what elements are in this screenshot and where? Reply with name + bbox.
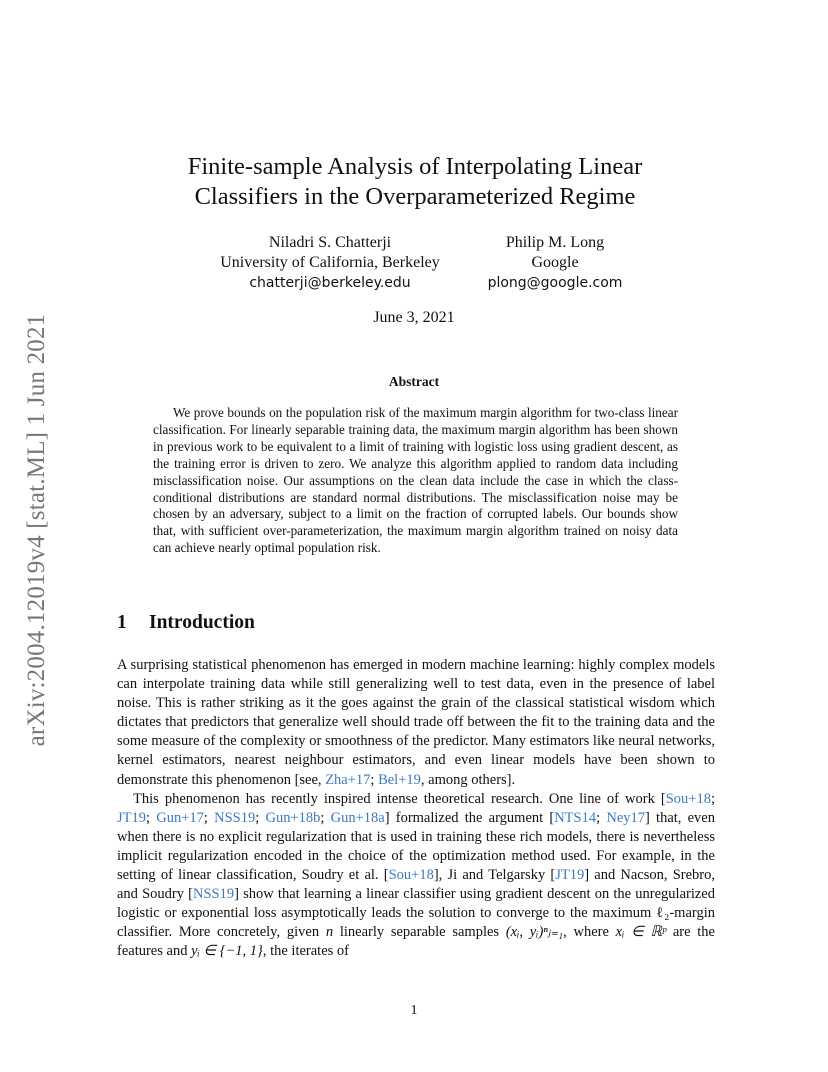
paragraph-text: ] that, even when there is no explicit regularization that is used in training these rich models, there is nevertheless implicit regularization encoded in the choice of the optimization method used. For example, in the setting of linear classification, Soudry et al. [ (117, 809, 715, 884)
citation-link[interactable]: JT19 (555, 867, 585, 884)
citation-link[interactable]: Sou+18 (665, 790, 711, 807)
math-expression: ℓ₂ (656, 905, 670, 922)
math-expression: xᵢ ∈ ℝᵖ (615, 924, 667, 941)
citation-link[interactable]: NTS14 (554, 809, 597, 826)
citation-link[interactable]: NSS19 (214, 809, 256, 826)
citation-link[interactable]: Sou+18 (388, 867, 434, 884)
paragraph-text: ] show that learning a linear classifier using gradient descent on the unregularized logistic or exponential loss asymptotically leads the solution to converge to the maximum (117, 886, 715, 922)
section-number: 1 (117, 612, 127, 633)
paragraph-text: -margin classifier. More concretely, given (117, 905, 715, 941)
author-email[interactable]: chatterji@berkeley.edu (249, 275, 411, 291)
citation-separator: ; (203, 809, 215, 826)
citation-separator: ; (370, 771, 379, 788)
citation-link[interactable]: Bel+19 (378, 771, 421, 788)
paragraph (117, 790, 715, 962)
citation-separator: ; (710, 790, 715, 807)
body-text (117, 656, 715, 962)
paragraph-text: linearly separable samples (333, 924, 506, 941)
author-affiliation: Google (531, 254, 579, 271)
citation-link[interactable]: Gun+17 (156, 809, 204, 826)
citation-separator: ; (320, 809, 331, 826)
author-affiliation: University of California, Berkeley (220, 254, 440, 271)
arxiv-identifier (16, 290, 58, 770)
paragraph-text: , where (563, 924, 616, 941)
author-name: Philip M. Long (505, 234, 605, 251)
title-line-1: Finite-sample Analysis of Interpolating Linear (187, 153, 643, 180)
math-expression: n (325, 924, 334, 941)
citation-link[interactable]: Gun+18a (330, 809, 385, 826)
title-line-2: Classifiers in the Overparameterized Regime (194, 183, 636, 210)
paper-date: June 3, 2021 (373, 309, 455, 326)
citation-separator: ; (146, 809, 157, 826)
citation-link[interactable]: Ney17 (606, 809, 646, 826)
math-expression: yᵢ ∈ {−1, 1} (191, 943, 263, 960)
arxiv-identifier-text: arXiv:2004.12019v4 [stat.ML] 1 Jun 2021 (23, 313, 50, 747)
paragraph-text: , the iterates of (262, 943, 349, 960)
citation-separator: ; (255, 809, 266, 826)
author-block-1 (205, 233, 455, 293)
abstract-heading: Abstract (388, 374, 440, 389)
section-title: Introduction (149, 612, 255, 633)
paper-title (100, 152, 730, 212)
section-heading (117, 612, 255, 634)
page-number: 1 (410, 1003, 418, 1018)
citation-separator: ; (596, 809, 607, 826)
paragraph-text: ], Ji and Telgarsky [ (433, 867, 556, 884)
author-name: Niladri S. Chatterji (268, 234, 392, 251)
author-block-2 (470, 233, 640, 293)
author-email[interactable]: plong@google.com (487, 275, 623, 291)
citation-link[interactable]: Gun+18b (265, 809, 321, 826)
paragraph-text: are the features and (117, 924, 715, 960)
citation-link[interactable]: NSS19 (193, 886, 235, 903)
paragraph-text: ] formalized the argument [ (384, 809, 555, 826)
citation-link[interactable]: Zha+17 (325, 771, 371, 788)
citation-link[interactable]: JT19 (117, 809, 146, 826)
paragraph-text: A surprising statistical phenomenon has emerged in modern machine learning: highly complex models can interpolate training data while still generalizing well to test data, even in the presence of label noise. This is rather striking as it the goes against the grain of the classical statistical wisdom which dictates that predictors that generalize well should trade off between the fit to the training data and the some measure of the complexity or smoothness of the predictor. Many estimators like neural networks, kernel estimators, nearest neighbour estimators, and even linear models have been shown to demonstrate this phenomenon [see, (117, 657, 715, 788)
abstract-body: We prove bounds on the population risk of the maximum margin algorithm for two-class linear classification. For linearly separable training data, the maximum margin algorithm has been shown in previous work to be equivalent to a limit of training with logistic loss using gradient descent, as the training error is driven to zero. We analyze this algorithm applied to random data including misclassification noise. Our assumptions on the clean data include the case in which the class-conditional distributions are standard normal distributions. The misclassification noise may be chosen by an adversary, subject to a limit on the fraction of corrupted labels. Our bounds show that, with sufficient over-parameterization, the maximum margin algorithm trained on noisy data can achieve nearly optimal population risk. (153, 405, 678, 556)
math-expression: (xᵢ, yᵢ)ⁿⱼ₌₁ (505, 924, 564, 941)
paragraph-text: This phenomenon has recently inspired intense theoretical research. One line of work [ (133, 790, 666, 807)
paragraph (117, 656, 715, 790)
paragraph-text: ] and Nacson, Srebro, and Soudry [ (117, 867, 715, 903)
paragraph-text: , among others]. (420, 771, 516, 788)
